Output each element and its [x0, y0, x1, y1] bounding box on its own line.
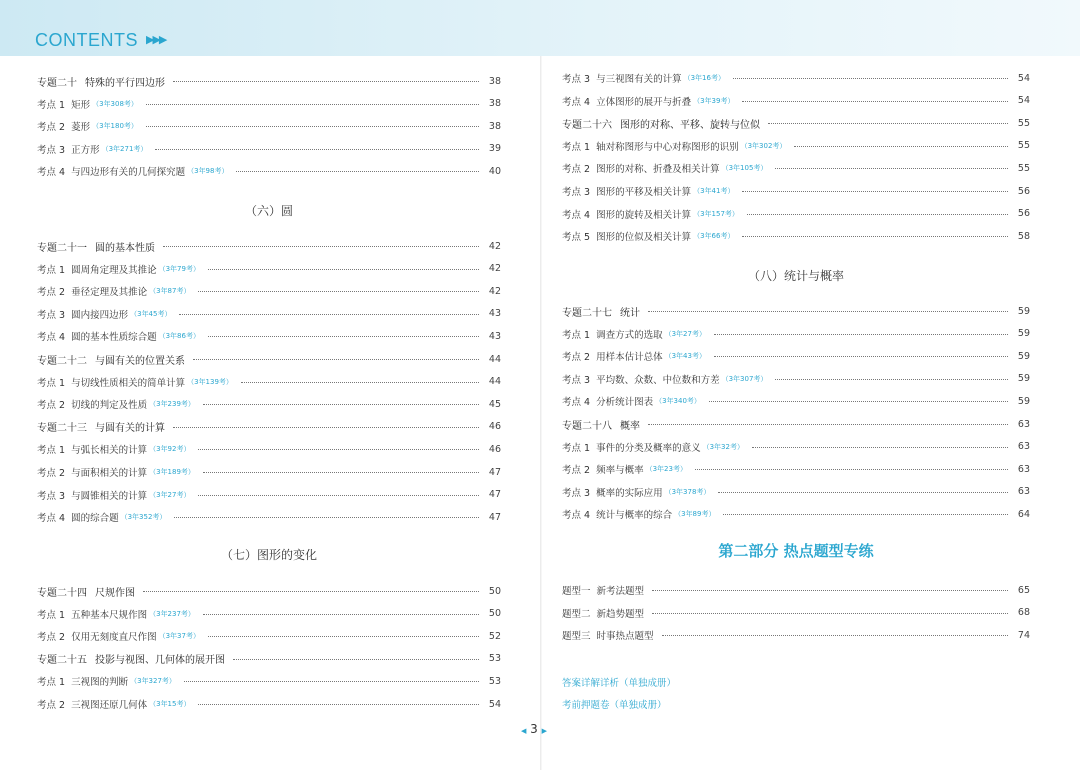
dot-leader — [179, 313, 479, 315]
toc-item-page: 68 — [1017, 607, 1030, 619]
toc-item-page: 52 — [488, 630, 501, 642]
dot-leader — [173, 426, 479, 428]
toc-item-page: 53 — [488, 675, 501, 687]
dot-leader — [747, 213, 1008, 215]
toc-item-label: 考点 1 — [37, 264, 66, 276]
toc-item-row[interactable] — [37, 606, 501, 622]
toc-item-page: 47 — [488, 466, 501, 478]
toc-item-page: 59 — [1017, 305, 1030, 317]
toc-item-label: 专题二十三 — [37, 423, 87, 435]
toc-topic-row[interactable] — [37, 238, 501, 254]
dot-leader — [198, 448, 479, 450]
part-two-title: 第二部分 热点题型专练 — [718, 542, 874, 560]
toc-item-page: 54 — [1017, 72, 1030, 84]
toc-item-page: 63 — [1017, 441, 1030, 453]
toc-item-title: 正方形 — [71, 144, 100, 156]
dot-leader — [718, 491, 1008, 493]
toc-item-title: 新考法题型 — [596, 586, 645, 597]
toc-item-frequency: （3年237考） — [149, 609, 195, 618]
toc-item-label: 考点 1 — [37, 677, 66, 689]
toc-item-label: 考点 2 — [37, 400, 66, 412]
dot-leader — [768, 122, 1008, 124]
toc-item-row[interactable] — [562, 206, 1030, 222]
page-number-value: 3 — [530, 722, 538, 736]
toc-item-title: 五种基本尺规作图 — [71, 609, 148, 621]
toc-item-row[interactable] — [37, 328, 501, 344]
toc-item-label: 考点 4 — [562, 209, 591, 221]
toc-item-frequency: （3年239考） — [149, 400, 195, 409]
toc-item-frequency: （3年41考） — [693, 187, 735, 195]
toc-item-label: 考点 2 — [562, 164, 591, 176]
toc-item-label: 专题二十五 — [37, 655, 87, 667]
toc-topic-row[interactable] — [37, 583, 501, 599]
toc-item-title: 图形的位似及相关计算 — [596, 232, 692, 244]
toc-item-page: 44 — [488, 353, 501, 365]
toc-item-row[interactable] — [562, 484, 1030, 500]
dot-leader — [733, 77, 1008, 79]
toc-item-label: 考点 2 — [37, 632, 66, 644]
toc-item-frequency: （3年352考） — [120, 513, 167, 522]
toc-item-label: 专题二十二 — [37, 355, 87, 367]
toc-item-page: 38 — [488, 98, 501, 110]
toc-item-page: 40 — [488, 165, 501, 177]
toc-item-label: 考点 3 — [562, 374, 591, 386]
toc-item-row[interactable] — [562, 605, 1030, 621]
toc-item-label: 题型一 — [562, 586, 591, 597]
toc-item-frequency: （3年180考） — [92, 122, 138, 131]
toc-item-frequency: （3年79考） — [158, 264, 200, 273]
section-heading-transform: （七）图形的变化 — [220, 548, 317, 562]
dot-leader — [723, 513, 1008, 515]
toc-item-frequency: （3年27考） — [149, 490, 191, 499]
toc-item-title: 事件的分类及概率的意义 — [596, 442, 701, 454]
toc-item-label: 考点 2 — [562, 465, 591, 477]
toc-item-frequency: （3年39考） — [693, 96, 735, 105]
dot-leader — [163, 245, 479, 247]
toc-item-page: 59 — [1017, 350, 1030, 362]
toc-item-label: 考点 4 — [37, 332, 66, 344]
dot-leader — [146, 125, 479, 127]
toc-item-frequency: （3年308考） — [92, 99, 138, 108]
toc-item-row[interactable] — [37, 96, 501, 112]
toc-item-title: 垂径定理及其推论 — [71, 287, 148, 299]
dot-leader — [648, 310, 1008, 312]
toc-item-label: 考点 1 — [562, 141, 591, 153]
toc-item-label: 考点 4 — [562, 510, 591, 522]
toc-item-row[interactable] — [37, 487, 501, 503]
toc-item-page: 64 — [1017, 508, 1030, 520]
toc-topic-row[interactable] — [37, 73, 501, 89]
dot-leader — [752, 446, 1008, 448]
toc-item-page: 46 — [488, 443, 501, 455]
answer-booklet-link[interactable]: 考前押题卷（单独成册） — [562, 700, 667, 711]
toc-item-page: 45 — [488, 398, 501, 410]
toc-item-page: 74 — [1017, 629, 1030, 641]
toc-item-row[interactable] — [37, 396, 501, 412]
toc-item-title: 圆的基本性质 — [95, 242, 155, 254]
toc-item-title: 圆的基本性质综合题 — [71, 332, 157, 344]
toc-item-label: 考点 3 — [37, 490, 66, 502]
toc-item-row[interactable] — [37, 441, 501, 457]
toc-item-row[interactable] — [562, 627, 1030, 643]
toc-item-page: 44 — [488, 376, 501, 388]
page-spine — [540, 56, 542, 770]
toc-item-page: 43 — [488, 330, 501, 342]
toc-item-label: 专题二十七 — [562, 307, 612, 319]
dot-leader — [174, 516, 479, 518]
toc-item-title: 与圆锥相关的计算 — [71, 490, 148, 502]
toc-item-row[interactable] — [562, 228, 1030, 244]
toc-item-label: 考点 1 — [562, 329, 591, 341]
toc-topic-row[interactable] — [37, 651, 501, 667]
toc-item-label: 专题二十四 — [37, 587, 87, 599]
toc-item-row[interactable] — [562, 138, 1030, 154]
toc-item-title: 三视图还原几何体 — [71, 700, 148, 711]
toc-item-title: 频率与概率 — [596, 465, 644, 477]
toc-item-row[interactable] — [37, 283, 501, 299]
toc-item-title: 与弧长相关的计算 — [71, 445, 148, 457]
toc-item-label: 考点 4 — [37, 513, 66, 525]
toc-item-title: 与面积相关的计算 — [71, 468, 148, 479]
toc-item-title: 与四边形有关的几何探究题 — [71, 167, 186, 179]
toc-item-row[interactable] — [37, 673, 501, 689]
toc-item-label: 考点 4 — [37, 167, 66, 179]
toc-item-page: 55 — [1017, 140, 1030, 152]
toc-item-page: 42 — [488, 263, 501, 275]
toc-item-row[interactable] — [562, 393, 1030, 409]
dot-leader — [775, 167, 1008, 169]
dot-leader — [155, 148, 479, 150]
toc-item-page: 56 — [1017, 208, 1030, 220]
toc-item-label: 考点 3 — [562, 487, 591, 499]
toc-item-page: 55 — [1017, 162, 1030, 174]
toc-item-row[interactable] — [562, 506, 1030, 522]
toc-item-row[interactable] — [37, 628, 501, 644]
toc-item-label: 考点 3 — [37, 144, 66, 156]
toc-item-frequency: （3年27考） — [664, 329, 706, 338]
toc-item-label: 考点 3 — [562, 74, 591, 85]
toc-item-title: 平均数、众数、中位数和方差 — [596, 374, 720, 386]
toc-item-title: 圆的综合题 — [71, 513, 119, 525]
toc-item-row[interactable] — [562, 439, 1030, 455]
toc-item-page: 54 — [1017, 95, 1030, 107]
toc-item-row[interactable] — [562, 371, 1030, 387]
answer-booklet-link[interactable]: 答案详解详析（单独成册） — [562, 678, 677, 689]
toc-item-frequency: （3年87考） — [149, 287, 191, 296]
dot-leader — [193, 358, 479, 360]
toc-item-label: 专题二十六 — [562, 119, 612, 131]
toc-item-row[interactable] — [37, 141, 501, 157]
toc-item-label: 考点 1 — [562, 442, 591, 454]
dot-leader — [146, 103, 479, 105]
toc-item-page: 55 — [1017, 117, 1030, 129]
toc-item-frequency: （3年327考） — [130, 677, 176, 686]
toc-item-page: 43 — [488, 308, 501, 320]
toc-item-row[interactable] — [562, 326, 1030, 342]
toc-item-title: 特殊的平行四边形 — [85, 77, 165, 89]
dot-leader — [794, 145, 1008, 147]
toc-item-title: 时事热点题型 — [596, 631, 654, 643]
toc-item-page: 63 — [1017, 463, 1030, 475]
toc-item-frequency: （3年92考） — [149, 445, 191, 454]
toc-item-frequency: （3年16考） — [683, 74, 725, 82]
arrows-icon: ▶▶▶ — [146, 33, 166, 46]
toc-item-title: 概率 — [620, 420, 640, 432]
toc-item-page: 59 — [1017, 395, 1030, 407]
dot-leader — [208, 268, 479, 270]
dot-leader — [241, 381, 479, 383]
dot-leader — [742, 190, 1008, 192]
toc-item-frequency: （3年45考） — [130, 309, 172, 318]
toc-item-frequency: （3年89考） — [674, 510, 716, 519]
dot-leader — [662, 634, 1008, 636]
toc-topic-row[interactable] — [37, 419, 501, 435]
toc-item-title: 投影与视图、几何体的展开图 — [95, 655, 225, 667]
toc-item-frequency: （3年307考） — [721, 374, 768, 383]
toc-item-title: 圆周角定理及其推论 — [71, 264, 157, 276]
toc-item-label: 专题二十一 — [37, 242, 87, 254]
toc-item-label: 考点 1 — [37, 609, 66, 621]
toc-item-title: 三视图的判断 — [71, 677, 129, 689]
dot-leader — [203, 471, 479, 473]
toc-item-frequency: （3年86考） — [158, 332, 200, 341]
toc-item-frequency: （3年15考） — [149, 700, 191, 708]
toc-item-label: 考点 1 — [37, 377, 66, 389]
toc-item-title: 图形的对称、折叠及相关计算 — [596, 164, 720, 176]
toc-item-page: 53 — [488, 653, 501, 665]
toc-item-label: 专题二十八 — [562, 420, 612, 432]
dot-leader — [198, 290, 479, 292]
toc-item-page: 50 — [488, 608, 501, 620]
dot-leader — [742, 235, 1008, 237]
dot-leader — [198, 703, 479, 705]
toc-item-label: 考点 2 — [562, 352, 591, 364]
toc-item-frequency: （3年157考） — [693, 209, 739, 218]
toc-item-row[interactable] — [37, 118, 501, 134]
toc-item-label: 考点 2 — [37, 287, 66, 299]
toc-item-row[interactable] — [562, 582, 1030, 598]
toc-item-frequency: （3年98考） — [187, 167, 229, 176]
toc-item-page: 38 — [488, 75, 501, 87]
toc-item-page: 50 — [488, 585, 501, 597]
toc-item-label: 考点 1 — [37, 99, 66, 111]
toc-item-row[interactable] — [562, 461, 1030, 477]
section-heading-circle: （六）圆 — [244, 204, 293, 218]
toc-item-frequency: （3年32考） — [702, 442, 744, 451]
dot-leader — [742, 100, 1008, 102]
dot-leader — [208, 635, 479, 637]
toc-item-title: 概率的实际应用 — [596, 487, 663, 499]
dot-leader — [203, 403, 479, 405]
toc-item-frequency: （3年23考） — [645, 465, 687, 474]
toc-item-frequency: （3年105考） — [721, 164, 768, 173]
toc-item-row[interactable] — [37, 509, 501, 525]
toc-item-page: 39 — [488, 143, 501, 155]
toc-item-title: 与三视图有关的计算 — [596, 74, 682, 85]
toc-item-page: 63 — [1017, 418, 1030, 430]
toc-item-frequency: （3年189考） — [149, 468, 195, 476]
toc-item-title: 统计与概率的综合 — [596, 510, 673, 522]
toc-item-frequency: （3年340考） — [655, 397, 701, 406]
toc-item-frequency: （3年378考） — [664, 487, 711, 496]
toc-item-title: 切线的判定及性质 — [71, 400, 148, 412]
toc-topic-row[interactable] — [562, 303, 1030, 319]
toc-item-label: 考点 2 — [37, 122, 66, 134]
toc-item-title: 分析统计图表 — [596, 397, 654, 409]
toc-item-frequency: （3年43考） — [664, 352, 706, 361]
toc-item-frequency: （3年271考） — [101, 144, 148, 153]
toc-item-label: 题型二 — [562, 608, 591, 620]
toc-item-title: 图形的平移及相关计算 — [596, 187, 692, 198]
toc-item-row[interactable] — [37, 464, 501, 480]
toc-item-frequency: （3年139考） — [187, 377, 233, 386]
dot-leader — [709, 400, 1008, 402]
toc-topic-row[interactable] — [562, 115, 1030, 131]
toc-item-title: 立体图形的展开与折叠 — [596, 96, 692, 108]
dot-leader — [208, 335, 479, 337]
toc-item-label: 考点 4 — [562, 96, 591, 108]
dot-leader — [775, 378, 1008, 380]
toc-item-page: 46 — [488, 421, 501, 433]
toc-item-label: 考点 3 — [37, 309, 66, 321]
toc-item-title: 统计 — [620, 307, 640, 319]
dot-leader — [173, 80, 479, 82]
toc-item-title: 新趋势题型 — [596, 608, 645, 620]
toc-item-label: 考点 1 — [37, 445, 66, 457]
toc-topic-row[interactable] — [562, 416, 1030, 432]
section-heading-statistics: （八）统计与概率 — [747, 269, 844, 283]
toc-item-title: 轴对称图形与中心对称图形的识别 — [596, 141, 739, 153]
dot-leader — [198, 494, 479, 496]
page-number — [514, 722, 554, 736]
toc-item-page: 42 — [488, 285, 501, 297]
toc-item-row[interactable] — [37, 261, 501, 277]
toc-item-frequency: （3年37考） — [158, 632, 200, 641]
toc-item-title: 与切线性质相关的简单计算 — [71, 377, 186, 389]
toc-item-title: 与圆有关的位置关系 — [95, 355, 185, 367]
toc-item-title: 矩形 — [71, 99, 91, 111]
toc-item-page: 56 — [1017, 185, 1030, 197]
toc-item-page: 38 — [488, 120, 501, 132]
toc-item-row[interactable] — [37, 696, 501, 712]
toc-item-page: 54 — [488, 698, 501, 710]
contents-title: CONTENTS — [35, 30, 138, 50]
toc-item-title: 用样本估计总体 — [596, 352, 663, 364]
toc-item-title: 仅用无刻度直尺作图 — [71, 632, 157, 644]
dot-leader — [652, 612, 1008, 614]
toc-item-title: 与圆有关的计算 — [95, 423, 165, 435]
dot-leader — [184, 680, 479, 682]
toc-item-page: 65 — [1017, 584, 1030, 596]
toc-item-row[interactable] — [562, 93, 1030, 109]
dot-leader — [695, 468, 1008, 470]
toc-item-page: 47 — [488, 489, 501, 501]
dot-leader — [233, 658, 479, 660]
page-right-icon: ▶ — [541, 727, 548, 735]
toc-topic-row[interactable] — [37, 351, 501, 367]
page-left-icon: ◀ — [520, 727, 527, 735]
dot-leader — [714, 355, 1008, 357]
toc-item-title: 尺规作图 — [95, 587, 135, 599]
toc-item-label: 考点 4 — [562, 397, 591, 409]
dot-leader — [652, 589, 1008, 591]
toc-item-row[interactable] — [562, 348, 1030, 364]
dot-leader — [714, 333, 1008, 335]
toc-item-page: 63 — [1017, 486, 1030, 498]
toc-item-page: 42 — [488, 240, 501, 252]
toc-item-title: 图形的旋转及相关计算 — [596, 209, 692, 221]
toc-item-row[interactable] — [562, 70, 1030, 86]
toc-item-label: 考点 2 — [37, 468, 66, 479]
toc-item-page: 58 — [1017, 230, 1030, 242]
dot-leader — [143, 590, 479, 592]
toc-item-title: 圆内接四边形 — [71, 309, 129, 321]
contents-header — [0, 0, 1080, 56]
toc-item-title: 菱形 — [71, 122, 91, 134]
dot-leader — [648, 423, 1008, 425]
toc-item-row[interactable] — [37, 163, 501, 179]
toc-item-label: 专题二十 — [37, 77, 77, 89]
toc-item-row[interactable] — [37, 374, 501, 390]
toc-item-row[interactable] — [562, 160, 1030, 176]
toc-item-page: 59 — [1017, 328, 1030, 340]
dot-leader — [203, 613, 479, 615]
toc-item-label: 考点 2 — [37, 700, 66, 711]
toc-item-frequency: （3年302考） — [740, 141, 787, 150]
toc-item-label: 考点 3 — [562, 187, 591, 198]
toc-item-page: 47 — [488, 511, 501, 523]
toc-item-label: 题型三 — [562, 631, 591, 643]
dot-leader — [236, 170, 479, 172]
toc-item-title: 调查方式的选取 — [596, 329, 663, 341]
toc-item-row[interactable] — [37, 306, 501, 322]
toc-item-page: 59 — [1017, 373, 1030, 385]
toc-item-row[interactable] — [562, 183, 1030, 199]
toc-item-title: 图形的对称、平移、旋转与位似 — [620, 119, 760, 131]
toc-item-label: 考点 5 — [562, 232, 591, 244]
toc-item-frequency: （3年66考） — [693, 232, 735, 241]
